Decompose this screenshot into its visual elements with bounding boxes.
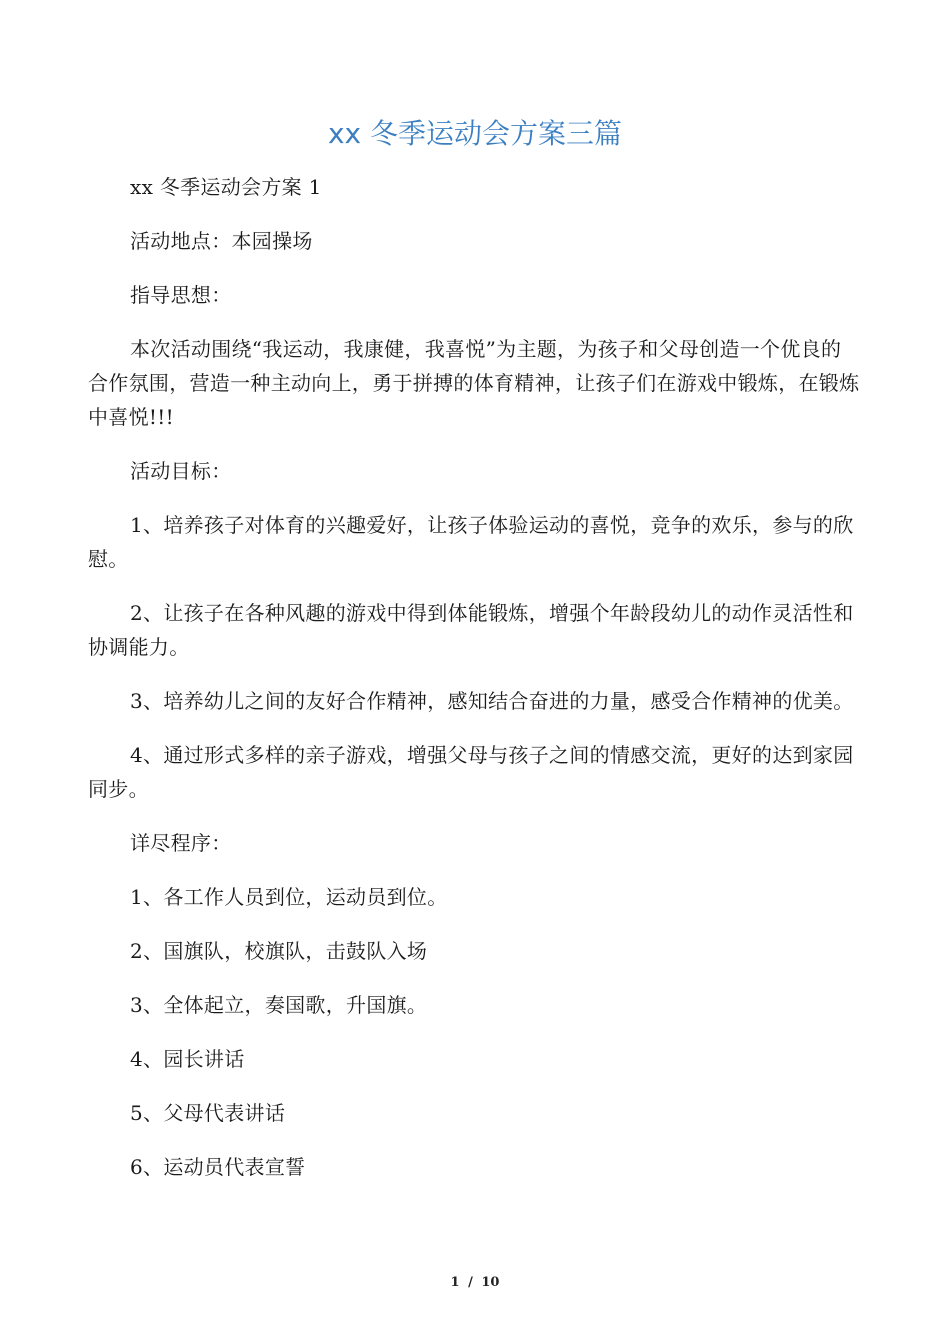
procedure-item-3: 3、全体起立，奏国歌，升国旗。 xyxy=(130,993,428,1017)
guiding-thought-heading: 指导思想： xyxy=(130,283,232,307)
goal-item-4: 4、通过形式多样的亲子游戏，增强父母与孩子之间的情感交流，更好的达到家园同步。 xyxy=(88,743,854,801)
goal-item-3: 3、培养幼儿之间的友好合作精神，感知结合奋进的力量，感受合作精神的优美。 xyxy=(130,689,854,713)
document-title: xx 冬季运动会方案三篇 xyxy=(327,117,623,150)
page-number: 1 / 10 xyxy=(450,1275,500,1290)
activity-location: 活动地点：本园操场 xyxy=(130,229,313,253)
procedure-item-4: 4、园长讲话 xyxy=(130,1047,245,1071)
procedure-item-5: 5、父母代表讲话 xyxy=(130,1101,286,1125)
activity-goals-heading: 活动目标： xyxy=(130,459,232,483)
guiding-thought-text: 本次活动围绕“我运动，我康健，我喜悦”为主题，为孩子和父母创造一个优良的合作氛围，营造一种主动向上，勇于拼搏的体育精神，让孩子们在游戏中锻炼，在锻炼中喜悦!!! xyxy=(88,337,860,429)
document-body xyxy=(88,170,860,1204)
procedure-item-6: 6、运动员代表宣誓 xyxy=(130,1155,306,1179)
goal-item-1: 1、培养孩子对体育的兴趣爱好，让孩子体验运动的喜悦，竞争的欢乐，参与的欣慰。 xyxy=(88,513,854,571)
plan-heading: xx 冬季运动会方案 1 xyxy=(130,175,322,199)
goal-item-2: 2、让孩子在各种风趣的游戏中得到体能锻炼，增强个年龄段幼儿的动作灵活性和协调能力。 xyxy=(88,601,854,659)
procedure-item-1: 1、各工作人员到位，运动员到位。 xyxy=(130,885,448,909)
procedure-heading: 详尽程序： xyxy=(130,831,232,855)
procedure-item-2: 2、国旗队，校旗队，击鼓队入场 xyxy=(130,939,428,963)
